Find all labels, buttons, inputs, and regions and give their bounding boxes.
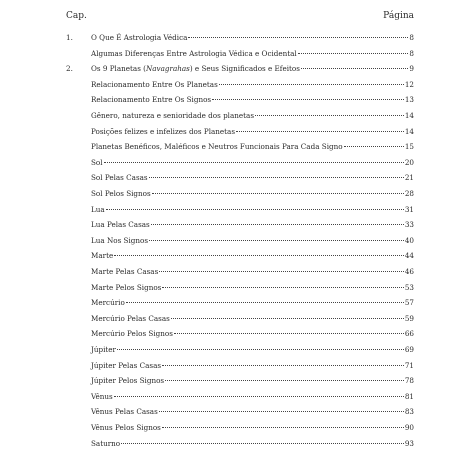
entry-title: Vênus [91, 391, 113, 401]
entry-page-number: 57 [404, 298, 414, 308]
entry-title: Mercúrio Pelas Casas [91, 313, 170, 323]
dot-leader [159, 271, 404, 272]
dot-leader [114, 255, 404, 256]
page-column-header: Página [383, 11, 414, 21]
chapter-number: 1. [66, 33, 73, 42]
dot-leader [165, 380, 404, 381]
entry-title: Planetas Benéficos, Maléficos e Neutros Funcionais Para Cada Signo [91, 142, 343, 152]
dot-leader [212, 99, 404, 100]
entry-page-number: 13 [404, 95, 414, 105]
entry-page-number: 66 [404, 329, 414, 339]
dot-leader [255, 115, 404, 116]
entry-page-number: 8 [409, 48, 414, 58]
entry-page-number: 12 [404, 79, 414, 89]
entry-title: Marte Pelas Casas [91, 267, 159, 276]
dot-leader [117, 349, 404, 350]
entry-page-number: 21 [404, 173, 414, 183]
entry-page-number: 83 [404, 407, 414, 417]
dot-leader [149, 177, 404, 178]
entry-title: Gênero, natureza e senioridade dos planetas [91, 111, 255, 120]
entry-page-number: 14 [404, 126, 414, 136]
entry-title: Vênus Pelos Signos [91, 423, 161, 432]
entry-page-number: 20 [404, 157, 414, 167]
dot-leader [149, 240, 404, 241]
entry-page-number: 15 [404, 142, 414, 152]
entry-page-number: 46 [404, 267, 414, 276]
entry-title: Vênus Pelas Casas [91, 407, 158, 417]
entry-title: Relacionamento Entre Os Planetas [91, 79, 218, 89]
entry-title: Marte Pelos Signos [91, 282, 162, 292]
entry-page-number: 9 [409, 64, 414, 74]
entry-title: Marte [91, 251, 114, 261]
entry-title: Sol Pelas Casas [91, 173, 148, 183]
dot-leader [104, 162, 404, 163]
dot-leader [121, 443, 404, 444]
dot-leader [188, 37, 408, 38]
dot-leader [171, 318, 404, 319]
entry-title: Algumas Diferenças Entre Astrologia Védica e Ocidental [91, 48, 297, 58]
entry-page-number: 81 [404, 391, 414, 401]
entry-page-number: 33 [404, 220, 414, 230]
dot-leader [344, 146, 404, 147]
entry-page-number: 90 [404, 423, 414, 432]
entry-title: O Que É Astrologia Védica [91, 33, 188, 42]
entry-title: Mercúrio [91, 298, 125, 308]
entry-title: Lua Pelas Casas [91, 220, 150, 230]
dot-leader [174, 333, 404, 334]
dot-leader [152, 193, 404, 194]
entry-title: Os 9 Planetas (Navagrahas) e Seus Significados e Efeitos [91, 64, 300, 74]
dot-leader [162, 287, 404, 288]
dot-leader [162, 427, 404, 428]
chapter-column-header: Cap. [66, 11, 87, 21]
entry-title: Lua Nos Signos [91, 235, 149, 245]
dot-leader [236, 131, 404, 132]
dot-leader [298, 53, 409, 54]
entry-title: Lua [91, 204, 105, 214]
dot-leader [162, 365, 404, 366]
entry-title: Sol Pelos Signos [91, 189, 151, 198]
entry-page-number: 53 [404, 282, 414, 292]
entry-page-number: 93 [404, 438, 414, 448]
dot-leader [151, 224, 404, 225]
entry-title: Posições felizes e infelizes dos Planetas [91, 126, 236, 136]
dot-leader [106, 209, 404, 210]
entry-page-number: 69 [404, 345, 414, 354]
italic-term: Navagrahas [145, 64, 190, 74]
entry-page-number: 78 [404, 376, 414, 386]
chapter-number: 2. [66, 64, 73, 74]
dot-leader [219, 84, 404, 85]
entry-title: Júpiter Pelas Casas [91, 360, 162, 370]
dot-leader [114, 396, 404, 397]
entry-title: Mercúrio Pelos Signos [91, 329, 173, 339]
entry-title: Relacionamento Entre Os Signos [91, 95, 212, 105]
entry-title: Júpiter [91, 345, 116, 354]
dot-leader [126, 302, 404, 303]
entry-title: Sol [91, 157, 103, 167]
entry-page-number: 31 [404, 204, 414, 214]
entry-page-number: 28 [404, 189, 414, 198]
entry-page-number: 44 [404, 251, 414, 261]
entry-title: Saturno [91, 438, 121, 448]
toc-row [0, 435, 465, 453]
dot-leader [301, 68, 409, 69]
dot-leader [159, 411, 404, 412]
toc-entry[interactable] [91, 435, 414, 453]
entry-page-number: 14 [404, 111, 414, 120]
entry-title: Júpiter Pelos Signos [91, 376, 165, 386]
entry-page-number: 59 [404, 313, 414, 323]
entry-page-number: 8 [409, 33, 414, 42]
toc-header [66, 11, 414, 25]
entry-page-number: 40 [404, 235, 414, 245]
entry-page-number: 71 [404, 360, 414, 370]
